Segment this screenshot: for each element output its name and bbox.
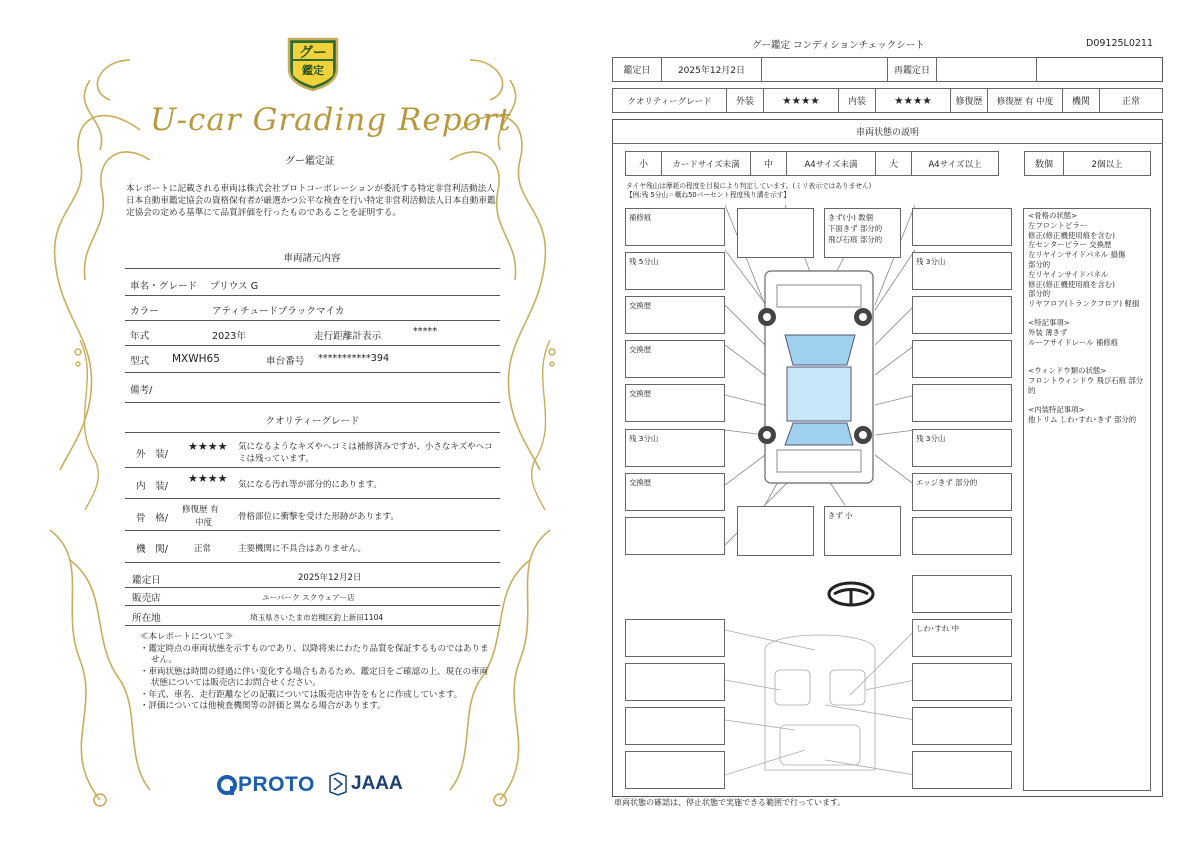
interior-stars: ★★★★ — [188, 472, 228, 485]
reinspect-label: 再鑑定日 — [887, 57, 937, 82]
detail-line: 左センターピラー 交換歴 — [1028, 240, 1112, 250]
label-box-tire-fl: 残 5分山 — [625, 252, 725, 290]
label-box-fender-r — [912, 296, 1012, 334]
interior-stars: ★★★★ — [875, 88, 951, 113]
appraisal-date-label: 鑑定日 — [132, 575, 161, 586]
goo-badge-logo — [284, 33, 342, 91]
note-item: ・車両状態は時間の経過に伴い変化する場合もあるため、鑑定日をご確認の上、現在の車両状態については販売店にお問合せください。 — [140, 666, 489, 688]
badge-text-top: グー — [299, 45, 327, 61]
detail-line: 他トリム しわ･すれ･きず 部分的 — [1028, 414, 1137, 424]
date-label: 鑑定日 — [612, 57, 662, 82]
divider — [125, 498, 500, 499]
label-box-door-fl: 交換歴 — [625, 340, 725, 378]
interior-label: 内装 — [838, 88, 876, 113]
note-item: ・年式、車名、走行距離などの記載については販売店申告をもとに作成しています。 — [140, 689, 463, 700]
note-item: ・評価については他検査機関等の評価と異なる場合があります。 — [140, 701, 386, 711]
legend-mid-desc: A4サイズ未満 — [786, 151, 876, 176]
script-title: U-car Grading Report — [150, 102, 512, 138]
legend-count-desc: 2個以上 — [1063, 151, 1151, 176]
ribbon-right — [520, 340, 560, 510]
color-label: カラー — [130, 306, 159, 317]
model-label: 型式 — [130, 356, 150, 367]
remarks-label: 備考/ — [130, 385, 153, 396]
interior-label: 内 装/ — [136, 481, 169, 492]
label-line: 飛び石痕 部分的 — [828, 235, 883, 244]
proto-mark-icon — [216, 774, 238, 796]
note-item: ・鑑定時点の車両状態を示すものであり、以降将来にわたり品質を保証するものではありません。 — [140, 643, 489, 665]
legend-count: 数個 — [1024, 151, 1064, 176]
engine-value: 正常 — [194, 544, 212, 554]
engine-text: 主要機関に不具合はありません。 — [238, 544, 367, 554]
exterior-label: 外 装/ — [136, 449, 169, 460]
report-notes — [140, 632, 490, 713]
frame-text: 骨格部位に衝撃を受けた形跡があります。 — [238, 512, 399, 522]
quality-section-title: クオリティーグレード — [265, 416, 360, 427]
proto-logo-text: PROTO — [238, 773, 315, 796]
proto-logo — [216, 774, 315, 796]
detail-line: 左リヤインサイドパネル 損傷 — [1028, 250, 1126, 260]
label-box-rear-bumper: きず 小 — [824, 506, 901, 556]
special-heading: <特記事項> — [1028, 317, 1070, 327]
label-box-front-windshield — [824, 208, 901, 258]
mileage-label: 走行距離計表示 — [314, 331, 382, 342]
frame-value-1: 修復歴 有 — [182, 505, 219, 515]
label-box-int-right-1: しわ･すれ 中 — [912, 619, 1012, 657]
label-box-steering — [912, 575, 1012, 613]
appraisal-date-value: 2025年12月2日 — [298, 573, 362, 583]
engine-label: 機関 — [1062, 88, 1100, 113]
chassis-value: ***********394 — [318, 353, 390, 364]
frame-label: 骨 格/ — [136, 513, 169, 524]
interior-text: 気になる汚れ等が部分的にあります。 — [238, 480, 382, 490]
divider — [125, 587, 500, 588]
tire-note-2: 【例:残 5分山＝概ね50パーセント程度残り溝を示す】 — [626, 191, 791, 199]
label-box-front-center — [737, 208, 814, 258]
divider — [125, 467, 500, 468]
blank-cell — [761, 57, 888, 82]
label-box-int-left-2 — [625, 663, 725, 701]
detail-line: 修正(修正機使用痕を含む) — [1028, 230, 1116, 240]
label-box-rear-right — [912, 517, 1012, 555]
jaaa-logo-text: JAAA — [351, 773, 403, 794]
legend-small: 小 — [625, 151, 662, 176]
ribbon-left — [70, 340, 110, 510]
divider — [125, 320, 500, 321]
detail-line: 左フロントピラー — [1028, 220, 1088, 230]
label-box-tire-fr: 残 3分山 — [912, 252, 1012, 290]
exterior-label: 外装 — [726, 88, 764, 113]
label-box-int-right-3 — [912, 707, 1012, 745]
year-value: 2023年 — [212, 331, 247, 342]
divider — [125, 530, 500, 531]
model-value: MXWH65 — [172, 353, 220, 365]
legend-mid: 中 — [750, 151, 787, 176]
mileage-value: ***** — [413, 326, 437, 337]
label-box-front-left: 補修痕 — [625, 208, 725, 246]
badge-text-bottom: 鑑定 — [302, 64, 324, 77]
tire-note-1: タイヤ残山は摩耗の程度を目視により判定しています。(ミリ表示ではありません) — [626, 182, 872, 190]
legend-large: 大 — [875, 151, 912, 176]
label-box-quarter-r: エッジきず 部分的 — [912, 473, 1012, 511]
condition-title: 車両状態の説明 — [612, 119, 1163, 144]
year-label: 年式 — [130, 331, 150, 342]
jaaa-logo — [328, 771, 403, 797]
label-box-int-left-4 — [625, 751, 725, 789]
label-box-quarter-l: 交換歴 — [625, 473, 725, 511]
divider — [125, 432, 500, 433]
engine-label: 機 関/ — [136, 544, 169, 555]
label-box-int-right-4 — [912, 751, 1012, 789]
repair-value: 修復歴 有 中度 — [987, 88, 1063, 113]
legend-large-desc: A4サイズ以上 — [911, 151, 999, 176]
certificate-title: グー鑑定証 — [285, 156, 335, 167]
divider — [125, 345, 500, 346]
chassis-label: 車台番号 — [266, 356, 305, 367]
reinspect-value — [936, 57, 1037, 82]
divider — [125, 402, 500, 403]
interior-heading: <内装特記事項> — [1028, 404, 1085, 414]
divider — [125, 562, 500, 563]
condition-details-panel — [1023, 208, 1151, 791]
divider — [125, 268, 500, 269]
label-box-tire-rl: 残 3分山 — [625, 429, 725, 467]
detail-line: 左リヤインサイドパネル — [1028, 269, 1109, 279]
label-box-tire-rr: 残 3分山 — [912, 429, 1012, 467]
certificate-body: 本レポートに記載される車両は株式会社プロトコーポレーションが委託する特定非営利活動法人日本自動車鑑定協会の資格保有者が厳選かつ公平な検査を行い特定非営利活動法人日本自動車鑑定協会の定める基準にて品質評価を行ったものであることを証明する。 — [126, 184, 496, 218]
label-line: きず(小) 数個 — [828, 213, 874, 222]
exterior-text: 気になるようなキズやヘコミは補修済みですが、小さなキズやヘコミは残っています。 — [238, 442, 493, 464]
divider — [125, 605, 500, 606]
color-value: アティチュードブラックマイカ — [212, 306, 345, 317]
window-heading: <ウィンドウ類の状態> — [1028, 366, 1107, 376]
divider — [125, 625, 500, 626]
address-value: 埼玉県さいたま市岩槻区釣上新田1104 — [250, 613, 384, 622]
steering-wheel-icon — [826, 580, 876, 608]
shop-value: ユーパーク スクウェアー店 — [262, 593, 355, 602]
exterior-stars: ★★★★ — [188, 440, 228, 453]
detail-line: 修正(修正機使用痕を含む) — [1028, 279, 1116, 289]
label-box-front-right — [912, 208, 1012, 246]
car-interior-diagram — [725, 610, 915, 800]
notes-title: ≪本レポートについて≫ — [140, 632, 234, 642]
shop-label: 販売店 — [132, 593, 161, 604]
detail-line: 部分的 — [1028, 259, 1051, 269]
label-box-door-rr — [912, 384, 1012, 422]
detail-line: 外装 薄きず — [1028, 327, 1068, 337]
label-box-door-fr — [912, 340, 1012, 378]
exterior-stars: ★★★★ — [763, 88, 839, 113]
legend-small-desc: カードサイズ未満 — [661, 151, 751, 176]
grade-label: クオリティーグレード — [612, 88, 727, 113]
detail-line: ルーフサイドレール 補修痕 — [1028, 337, 1119, 347]
car-name-label: 車名・グレード — [130, 281, 198, 292]
address-label: 所在地 — [132, 613, 161, 624]
car-name-value: プリウス G — [210, 281, 259, 292]
divider — [125, 372, 500, 373]
spec-section-title: 車両諸元内容 — [283, 253, 341, 264]
label-box-door-rl: 交換歴 — [625, 384, 725, 422]
frame-heading: <骨格の状態> — [1028, 211, 1078, 220]
label-box-fender-l: 交換歴 — [625, 296, 725, 334]
label-box-int-right-2 — [912, 663, 1012, 701]
engine-value: 正常 — [1099, 88, 1163, 113]
divider — [125, 295, 500, 296]
repair-label: 修復歴 — [950, 88, 988, 113]
frame-value-2: 中度 — [195, 518, 213, 528]
detail-line: フロントウィンドウ 飛び石痕 部分的 — [1028, 376, 1144, 395]
label-box-rear-left — [625, 517, 725, 555]
label-box-int-left-1 — [625, 619, 725, 657]
date-value: 2025年12月2日 — [661, 57, 762, 82]
label-line: 下面きず 部分的 — [828, 224, 883, 233]
detail-line: 部分的 — [1028, 289, 1051, 299]
jaaa-mark-icon — [328, 772, 348, 796]
footer-note: 車両状態の確認は、停止状態で実施できる範囲で行っています。 — [614, 798, 846, 807]
label-box-rear-center — [737, 506, 814, 556]
label-box-int-left-3 — [625, 707, 725, 745]
sheet-title: グー鑑定 コンディションチェックシート — [752, 40, 925, 51]
document-id: D09125L0211 — [1086, 38, 1154, 49]
detail-line: リヤフロア(トランクフロア) 軽損 — [1028, 299, 1140, 309]
